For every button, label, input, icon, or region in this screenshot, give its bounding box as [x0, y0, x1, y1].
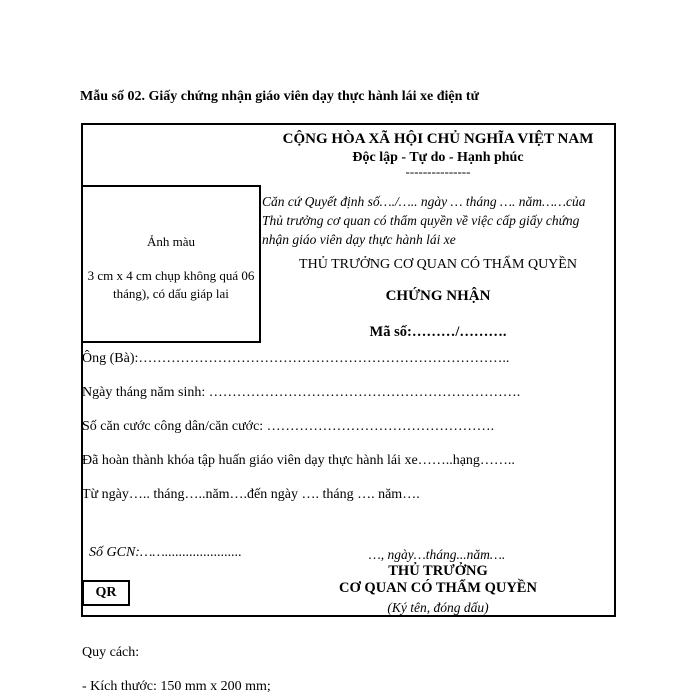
training-period-field: Từ ngày….. tháng…..năm….đến ngày …. tháng …. năm…. — [82, 487, 420, 502]
specification-size: - Kích thước: 150 mm x 200 mm; — [82, 679, 271, 694]
photo-label: Ảnh màu — [146, 234, 196, 249]
signature-note: (Ký tên, đóng dấu) — [387, 600, 489, 615]
legal-basis-line: Căn cứ Quyết định số…./….. ngày … tháng …. năm……của — [262, 194, 586, 209]
legal-basis — [262, 192, 614, 249]
photo-placeholder — [81, 185, 261, 343]
signer-agency: CƠ QUAN CÓ THẨM QUYỀN — [339, 580, 537, 596]
motto-divider: --------------- — [405, 164, 471, 179]
training-completion-field: Đã hoàn thành khóa tập huấn giáo viên dạy thực hành lái xe……..hạng…….. — [82, 453, 515, 468]
certificate-code: Mã số:………/………. — [369, 324, 507, 340]
citizen-id-field: Số căn cước công dân/căn cước: …………………………………………. — [82, 419, 495, 434]
form-title: Mẫu số 02. Giấy chứng nhận giáo viên dạy thực hành lái xe điện tử — [80, 89, 479, 104]
name-field: Ông (Bà):…………………………………………………………………….. — [82, 351, 510, 366]
specification-title: Quy cách: — [82, 645, 140, 660]
legal-basis-line: nhận giáo viên dạy thực hành lái xe — [262, 232, 456, 247]
authority-heading: THỦ TRƯỞNG CƠ QUAN CÓ THẨM QUYỀN — [299, 257, 577, 272]
signing-date: …, ngày…tháng...năm…. — [368, 547, 506, 562]
nation-heading: CỘNG HÒA XÃ HỘI CHỦ NGHĨA VIỆT NAM — [282, 131, 594, 147]
certificate-number: Số GCN:……...................... — [89, 545, 242, 560]
birth-date-field: Ngày tháng năm sinh: …………………………………………………………. — [82, 385, 521, 400]
motto: Độc lập - Tự do - Hạnh phúc — [352, 150, 524, 165]
signer-title: THỦ TRƯỞNG — [388, 563, 488, 579]
legal-basis-line: Thủ trưởng cơ quan có thẩm quyền về việc cấp giấy chứng — [262, 213, 580, 228]
certificate-heading: CHỨNG NHẬN — [385, 288, 491, 304]
photo-spec: 3 cm x 4 cm chụp không quá 06 tháng), có dấu giáp lai — [87, 268, 255, 301]
qr-code-box: QR — [82, 580, 130, 606]
